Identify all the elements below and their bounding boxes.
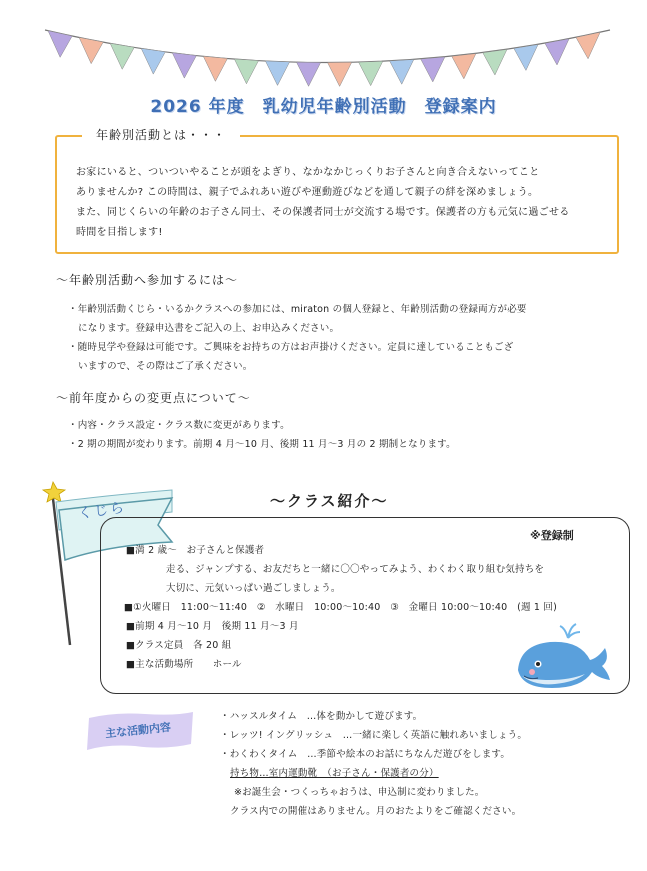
pennant: [110, 43, 134, 69]
registration-label: ※登録制: [530, 529, 574, 542]
activity-tag-label: 主な活動内容: [104, 720, 172, 741]
intro-heading: 年齢別活動とは・・・: [82, 126, 240, 143]
participation-line: ・随時見学や登録は可能です。ご興味をお持ちの方はお声掛けください。定員に達していることもござ: [68, 342, 514, 353]
pennant: [172, 53, 196, 78]
pennant: [390, 59, 414, 84]
changes-list: [68, 416, 456, 454]
pennant: [328, 62, 352, 86]
pennant: [514, 44, 538, 70]
class-line: ■前期 4 月～10 月 後期 11 月～3 月: [126, 621, 299, 632]
intro-line: 時間を目指します!: [76, 227, 163, 238]
intro-text: [76, 163, 606, 243]
class-line: ■満 2 歳～ お子さんと保護者: [126, 545, 265, 556]
activity-note: クラス内での開催はありません。月のおたよりをご確認ください。: [230, 806, 522, 817]
class-line: ■クラス定員 各 20 組: [126, 640, 232, 651]
flag-label: くじら: [77, 499, 128, 523]
class-line: ■①火曜日 11:00～11:40 ② 水曜日 10:00～10:40 ③ 金曜日 10:00～10:40 (週 1 回): [124, 602, 558, 613]
pennant: [141, 48, 165, 74]
participation-line: になります。登録申込書をご記入の上、お申込みください。: [78, 323, 340, 334]
whale-icon: [510, 620, 615, 695]
pennant: [359, 61, 383, 85]
class-title: ～クラス紹介～: [270, 492, 389, 510]
pennant: [234, 59, 258, 84]
bunting-decoration: [0, 0, 647, 90]
pennant: [421, 57, 445, 82]
pennant: [545, 39, 569, 65]
activity-line: ・わくわくタイム …季節や絵本のお話にちなんだ遊びをします。: [220, 749, 511, 760]
pennant: [483, 49, 507, 75]
changes-heading: ～前年度からの変更点について～: [56, 391, 251, 405]
intro-line: ありませんか? この時間は、親子でふれあい遊びや運動遊びなどを通して親子の絆を深めましょう。: [76, 187, 539, 198]
pennant: [296, 62, 320, 86]
activity-note: ※お誕生会・つくっちゃおうは、申込制に変わりました。: [234, 787, 485, 798]
changes-line: ・2 期の期間が変わります。前期 4 月～10 月、後期 11 月～3 月の 2 期制となります。: [68, 439, 456, 450]
participation-list: [68, 300, 527, 376]
intro-line: また、同じくらいの年齢のお子さん同士、その保護者同士が交流する場です。保護者の方も元気に過ごせる: [76, 207, 570, 218]
pennant: [452, 54, 476, 79]
activities-list: [220, 707, 527, 821]
participation-heading: ～年齢別活動へ参加するには～: [56, 273, 239, 287]
class-line: 走る、ジャンプする、お友だちと一緒に〇〇やってみよう、わくわく取り組む気持ちを: [166, 564, 545, 575]
class-line: ■主な活動場所 ホール: [126, 659, 242, 670]
participation-line: ・年齢別活動くじら・いるかクラスへの参加には、miraton の個人登録と、年齢別活動の登録両方が必要: [68, 304, 527, 315]
pennant: [203, 56, 227, 81]
activity-line: ・ハッスルタイム …体を動かして遊びます。: [220, 711, 423, 722]
class-line: 大切に、元気いっぱい過ごしましょう。: [166, 583, 341, 594]
pennant: [265, 61, 289, 85]
activity-line: ・レッツ! イングリッシュ …一緒に楽しく英語に触れあいましょう。: [220, 730, 528, 741]
changes-line: ・内容・クラス設定・クラス数に変更があります。: [68, 420, 290, 431]
intro-line: お家にいると、ついついやることが頭をよぎり、なかなかじっくりお子さんと向き合えないってこと: [76, 167, 540, 178]
belongings-line: 持ち物…室内運動靴 （お子さん・保護者の分）: [230, 768, 439, 779]
pennant: [79, 37, 103, 63]
participation-line: いますので、その際はご了承ください。: [78, 361, 253, 372]
page-title: 2026 年度 乳幼児年齢別活動 登録案内: [150, 97, 497, 117]
